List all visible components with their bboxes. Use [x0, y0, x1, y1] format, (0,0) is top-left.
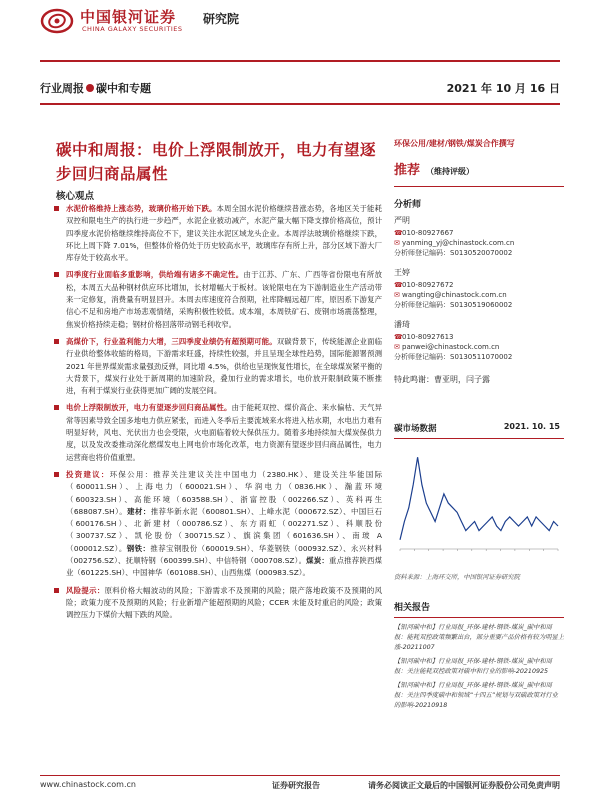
bullet-text-part: 推荐华新水泥（600801.SH）、上峰水泥（000672.SZ）、中国巨石（600176.SH）、北新建材（000786.SZ）、东方雨虹（002271.SZ）、科顺股份（300737.SZ）、凯伦股份（300715.SZ）、旗滨集团（601636.SH）、南玻 A（000012.SZ）。 [66, 506, 382, 553]
analyst-title: 分析师 [394, 200, 422, 210]
bullet-square-icon [54, 339, 59, 344]
brand-name: 中国银河证券 [80, 8, 177, 26]
research-label: 研究院 [203, 12, 240, 26]
bullet-coal [52, 336, 382, 397]
chart-plot [394, 442, 564, 567]
bullet-dot-icon [86, 84, 94, 92]
bullet-square-icon [54, 272, 59, 277]
analyst-card [394, 320, 564, 362]
bullet-square-icon [54, 472, 59, 477]
bullet-heading: 四季度行业面临多重影响，供给端有诸多不确定性。 [66, 270, 244, 280]
email-icon: ✉ [394, 291, 400, 299]
bullet-heading: 水泥价格维持上涨态势，玻璃价格开始下跌。 [66, 204, 217, 213]
footer-disclaimer: 请务必阅读正文最后的中国银河证券股份公司免责声明 [368, 781, 560, 790]
sidebar [394, 138, 564, 385]
footer-website[interactable]: www.chinastock.com.cn [40, 780, 136, 789]
sector-label: 环保公用/建材/钢铁/煤炭合作撰写 [394, 139, 515, 148]
rating [394, 159, 564, 178]
bullet-heading: 高煤价下，行业盈利能力大增，三四季度业绩仍有超预期可能。 [66, 336, 277, 346]
bullet-subheading: 钢铁： [126, 543, 151, 553]
analyst-phone: 010-80927672 [402, 281, 454, 289]
bullet-power [52, 402, 382, 463]
bullet-heading: 风险提示： [66, 585, 105, 595]
carbon-market-chart [394, 422, 564, 582]
header [0, 0, 600, 40]
chart-divider [394, 438, 564, 439]
phone-icon: ☎ [394, 333, 403, 341]
related-divider [394, 617, 564, 618]
related-title: 相关报告 [394, 603, 431, 613]
analyst-phone: 010-80927667 [402, 229, 454, 237]
acknowledgement-label: 特此鸣谢： [394, 375, 434, 384]
bullet-risk [52, 585, 382, 622]
phone-icon: ☎ [394, 229, 403, 237]
analyst-cert: 分析师登记编码：S0130511070002 [394, 353, 513, 361]
top-divider [40, 60, 560, 62]
related-report-item[interactable]: 【银河碳中和】行业周报_环保-建材-钢铁-煤炭_碳中和周报：关注四季度碳中和领域“十四五”规划与双碳政策对行业的影响-20210918 [394, 682, 558, 709]
email-icon: ✉ [394, 239, 400, 247]
bullet-text: 原料价格大幅波动的风险；下游需求不及预期的风险；限产落地政策不及预期的风险；政策力度不及预期的风险；行业新增产能超预期的风险；CCER 未能及时重启的风险；政策调控压力下煤价大幅下跌的风险。 [66, 585, 382, 620]
analyst-phone: 010-80927613 [402, 333, 454, 341]
bullet-heading: 电价上浮限制放开，电力有望逐步回归商品属性。 [66, 403, 232, 413]
report-type-right: 碳中和专题 [96, 82, 151, 95]
bullet-square-icon [54, 206, 59, 211]
bullet-text-part: 环保公用：推荐关注建议关注中国电力（2380.HK）、建设关注华能国际（600011.SH）、上海电力（600021.SH）、华润电力（0836.HK）、瀚蓝环境（600323.SH）、高能环境（603588.SH）、浙富控股（002266.SZ）、英科再生（688087.SH）。 [66, 469, 382, 516]
bullet-heading: 投资建议： [66, 469, 110, 479]
analyst-email[interactable]: wangting@chinastock.com.cn [402, 291, 507, 299]
report-date: 2021 年 10 月 16 日 [446, 82, 560, 95]
analyst-email[interactable]: panwei@chinastock.com.cn [402, 343, 500, 351]
acknowledgement [394, 374, 564, 385]
related-report-item[interactable]: 【银河碳中和】行业周报_环保-建材-钢铁-煤炭_碳中和周报：关注能耗双控政策对碳中和行业的影响-20210925 [394, 658, 552, 675]
analyst-name: 严明 [394, 216, 410, 225]
brand-name-en: CHINA GALAXY SECURITIES [82, 25, 183, 33]
core-views-label: 核心观点 [56, 191, 95, 202]
bullet-text-part: 推荐宝钢股份（600019.SH）、华菱钢铁（000932.SZ）、永兴材料（002756.SZ）、抚顺特钢（600399.SH）、中信特钢（000708.SZ）。 [66, 543, 382, 566]
analyst-card [394, 216, 564, 258]
bullet-subheading: 建材： [127, 506, 151, 516]
bullet-text-part: 重点推荐陕西煤业（601225.SH）、中国神华（601088.SH）、山西焦煤（000983.SZ）。 [66, 556, 382, 578]
analyst-name: 潘琦 [394, 320, 410, 329]
analyst-cert: 分析师登记编码：S0130519060002 [394, 301, 513, 309]
acknowledgement-names: 曹亚明，闫子露 [434, 375, 490, 384]
rating-main: 推荐 [394, 163, 421, 178]
bullet-text: 由于江苏、广东、广西等省份限电有所放松，本周五大品种钢材供应环比增加，长材增幅大于板材。该轮限电在为下游制造业生产活动带来一定修复，消费量有明显回升。本周去库速度符合预期，社库降幅远超厂库，原因系下游复产信心不足和房地产市场悲观情绪，采购积极性较低。成本端，本周铁矿石、废钢市场震荡整理，焦炭价格持续走稳；钢材价格回落带动钢毛利收窄。 [66, 270, 382, 329]
bullet-square-icon [54, 405, 59, 410]
report-title: 碳中和周报：电价上浮限制放开，电力有望逐步回归商品属性 [56, 141, 377, 183]
chart-header [394, 422, 564, 436]
analyst-email[interactable]: yanming_yj@chinastock.com.cn [402, 239, 515, 247]
bullet-square-icon [54, 588, 59, 593]
analyst-card [394, 268, 564, 310]
analyst-cert: 分析师登记编码：S0130520070002 [394, 249, 513, 257]
chart-date: 2021. 10. 15 [503, 422, 560, 431]
bullet-investment [52, 469, 382, 580]
bullet-text: 由于能耗双控、煤价高企、来水偏枯、天气异常等因素导致全国多地电力供应紧张，而进入冬季后主要流域来水将进入枯水期，水电出力难有明显好转，风电、光伏出力也会受限，火电面临着较大保供压力。随着多地持续加大煤炭保供力度，以及发改委推动深化燃煤发电上网电价市场化改革，电力资源有望逐步回归商品属性，电力运营商也将价值重塑。 [66, 403, 382, 462]
bullet-steel [52, 269, 382, 330]
report-bar [40, 78, 560, 98]
related-report-item[interactable]: 【银河碳中和】行业周报_环保-建材-钢铁-煤炭_碳中和周报：能耗双控政策频繁出台，部分重要产品价格有较为明显上涨-20211007 [394, 624, 565, 651]
email-icon: ✉ [394, 343, 400, 351]
report-type-left: 行业周报 [40, 82, 84, 95]
series-line [400, 457, 558, 540]
main-content [52, 203, 382, 627]
bullet-cement [52, 203, 382, 264]
chart-title: 碳市场数据 [394, 424, 437, 434]
bullet-subheading: 煤炭： [306, 556, 329, 566]
report-type [40, 80, 151, 96]
footer [40, 775, 560, 791]
chart-source: 资料来源：上海环交所，中国银河证券研究院 [394, 574, 520, 581]
rating-sub: （维持评级） [426, 167, 475, 176]
sidebar-divider [394, 186, 564, 187]
footer-center: 证券研究报告 [272, 781, 320, 790]
phone-icon: ☎ [394, 281, 403, 289]
analyst-name: 王婷 [394, 268, 410, 277]
bullet-text: 本周全国水泥价格继续普涨态势，各地区关于能耗双控和限电生产的执行进一步趋严，水泥企业被动减产，水泥产量大幅下降支撑价格高位，预计四季度水泥价格继续维持高位不下，建议关注水泥区域龙头企业。本周浮法玻璃价格继续下跌，环比上周下降 7.01%，但整体价格仍处于历史较高水平，玻璃库存有所上升，部分区域下游大厂库存处于较高水平。 [66, 204, 382, 263]
related-reports [394, 600, 564, 715]
header-divider [40, 103, 560, 105]
galaxy-logo-icon [40, 8, 74, 34]
bullet-text: 双碳背景下，传统能源企业面临行业供给整体收缩的格局，下游需求旺盛，持续性较强，并且呈现全球性趋势，国际能源署预测 2021 年世界煤炭需求量强劲反弹，同比增 4.5%，供给也呈现恢复性增长，在全球煤炭紧平衡的大背景下，煤炭行业处于新周期的加速阶段，叠加行业的需求增长，电价放开限制政策不断推进，有利于煤炭行业获得更加广阔的发展空间。 [66, 336, 382, 396]
